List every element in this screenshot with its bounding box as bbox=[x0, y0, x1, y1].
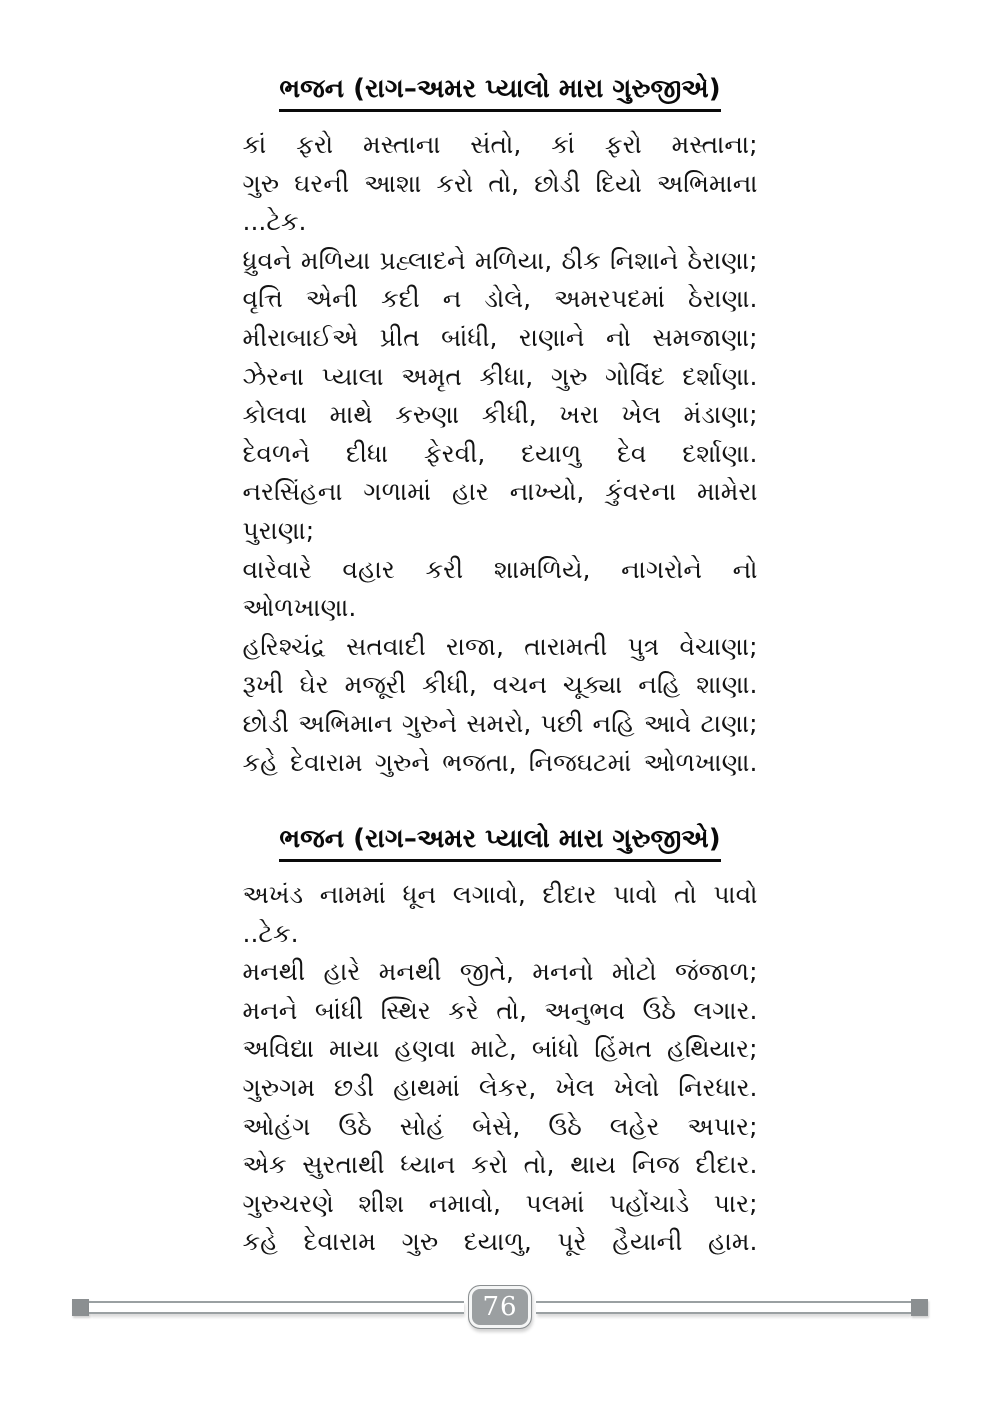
section-1-verse bbox=[243, 126, 758, 782]
verse-line: કહે દેવારામ ગુરુ દયાળુ, પૂરે હૈયાની હામ. bbox=[242, 1227, 758, 1257]
footer-rule-right bbox=[536, 1301, 911, 1314]
section-1-heading-text: ભજન (રાગ–અમર પ્યાલો મારા ગુરુજીએ) bbox=[279, 74, 720, 112]
verse-line: નરસિંહના ગળામાં હાર નાખ્યો, કુંવરના મામેરા પુરાણા; bbox=[242, 477, 758, 545]
section-2-verse bbox=[243, 876, 758, 1262]
bhajan-section-2 bbox=[243, 824, 758, 1262]
section-2-heading bbox=[243, 824, 758, 862]
verse-line: મનથી હારે મનથી જીતે, મનનો મોટો જંજાળ; bbox=[242, 957, 758, 987]
verse-line: મનને બાંધી સ્થિર કરે તો, અનુભવ ઉઠે લગાર. bbox=[242, 995, 758, 1025]
footer-rule-left bbox=[89, 1301, 464, 1314]
section-1-heading bbox=[243, 74, 758, 112]
verse-line: વૃત્તિ એની કદી ન ડોલે, અમરપદમાં ઠેરાણા. bbox=[242, 284, 758, 314]
verse-line: ધ્રુવને મળિયા પ્રહ્લાદને મળિયા, ઠીક નિશાને ઠેરાણા; bbox=[242, 245, 758, 275]
verse-line: અવિદ્યા માયા હણવા માટે, બાંધો હિંમત હથિયાર; bbox=[242, 1034, 758, 1064]
bhajan-section-1 bbox=[243, 74, 758, 782]
section-2-heading-text: ભજન (રાગ–અમર પ્યાલો મારા ગુરુજીએ) bbox=[279, 824, 720, 862]
verse-line: ગુરુગમ છડી હાથમાં લેકર, ખેલ ખેલો નિરધાર. bbox=[242, 1073, 758, 1103]
verse-line: કહે દેવારામ ગુરુને ભજતા, નિજઘટમાં ઓળખાણા. bbox=[242, 747, 758, 777]
verse-line: છોડી અભિમાન ગુરુને સમરો, પછી નહિ આવે ટાણા; bbox=[242, 708, 758, 738]
verse-line: મીરાબાઈએ પ્રીત બાંધી, રાણાને નો સમજાણા; bbox=[242, 322, 758, 352]
verse-line: અખંડ નામમાં ધૂન લગાવો, દીદાર પાવો તો પાવો ..ટેક. bbox=[242, 880, 758, 948]
verse-line: એક સુરતાથી ધ્યાન કરો તો, થાય નિજ દીદાર. bbox=[242, 1150, 758, 1180]
footer-rule-right-cap bbox=[911, 1299, 928, 1316]
bhajan-content bbox=[243, 0, 758, 1262]
verse-line: હરિશ્ચંદ્ર સતવાદી રાજા, તારામતી પુત્ર વેચાણા; bbox=[242, 631, 758, 661]
verse-line: દેવળને દીધા ફેરવી, દયાળુ દેવ દર્શાણા. bbox=[242, 438, 758, 468]
verse-line: રૂખી ઘેર મજૂરી કીધી, વચન ચૂક્યા નહિ શાણા. bbox=[242, 670, 758, 700]
page-number-badge bbox=[468, 1285, 532, 1329]
verse-line: ગુરુ ઘરની આશા કરો તો, છોડી દિયો અભિમાના ...ટેક. bbox=[242, 168, 758, 237]
verse-line: ઝેરના પ્યાલા અમૃત કીધા, ગુરુ ગોવિંદ દર્શાણા. bbox=[242, 361, 758, 391]
page-number: 76 bbox=[482, 1292, 518, 1322]
verse-line: વારેવારે વહાર કરી શામળિયે, નાગરોને નો ઓળખાણા. bbox=[242, 554, 758, 623]
page-footer bbox=[72, 1284, 928, 1330]
verse-line: ગુરુચરણે શીશ નમાવો, પલમાં પહોંચાડે પાર; bbox=[242, 1188, 758, 1218]
verse-line: ઓહંગ ઉઠે સોહં બેસે, ઉઠે લહેર અપાર; bbox=[242, 1111, 758, 1141]
verse-line: કાં ફરો મસ્તાના સંતો, કાં ફરો મસ્તાના; bbox=[242, 130, 758, 159]
footer-rule-left-cap bbox=[72, 1299, 89, 1316]
verse-line: કોલવા માથે કરુણા કીધી, ખરા ખેલ મંડાણા; bbox=[242, 400, 758, 430]
